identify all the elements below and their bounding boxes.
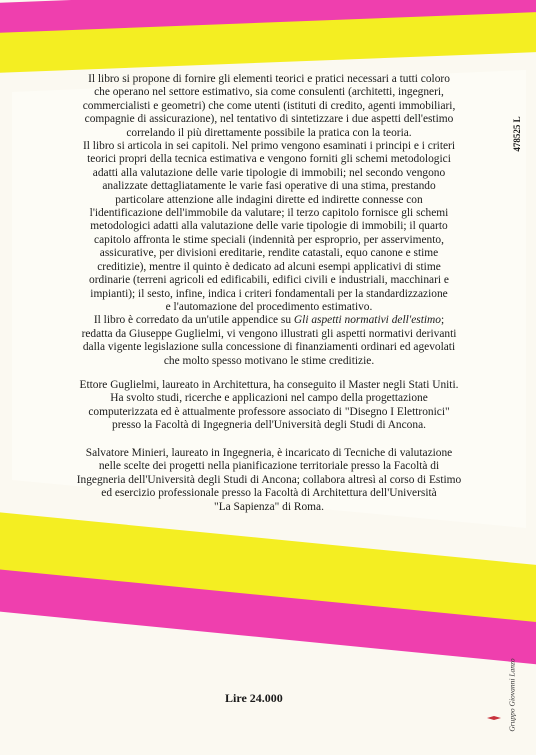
text-line: adatti alla valutazione delle varie tipologie di immobili; nel secondo vengono — [92, 166, 446, 179]
text-line: Il libro si articola in sei capitoli. Nel primo vengono esaminati i principi e i criteri — [83, 140, 455, 153]
text-line: commercialisti e geometri) che come utenti (istituti di credito, agenti immobiliari, — [82, 99, 456, 112]
text-line: ordinarie (terreni agricoli ed edificabili, edifici civili e industriali, macchinari e — [89, 274, 449, 287]
text-line: Ettore Guglielmi, laureato in Architettura, ha conseguito il Master negli Stati Uniti. — [79, 379, 459, 391]
side-code — [510, 99, 524, 169]
text-line: computerizzata ed è attualmente professore associato di "Disegno I Elettronici" — [88, 405, 450, 418]
text-line: l'identificazione dell'immobile da valutare; il terzo capitolo fornisce gli schemi — [89, 207, 449, 220]
text-line: che molto spesso motivano le stime creditizie. — [163, 354, 375, 367]
text-line: correlando il più direttamente possibile la pratica con la teoria. — [126, 126, 412, 139]
text-line: analizzate dettagliatamente le varie fasi operative di una stima, prestando — [102, 180, 436, 193]
text-line: Salvatore Minieri, laureato in Ingegneria, è incaricato di Tecniche di valutazione — [85, 447, 453, 459]
text-line: metodologici adatti alla valutazione delle varie tipologie di immobili; il quarto — [90, 220, 448, 233]
text-line: Il libro è corredato da un'utile appendice su Gli aspetti normativi dell'estimo; — [93, 314, 445, 327]
text-line: particolare attenzione alle indagini dirette ed indirette connesse con — [115, 193, 423, 206]
publisher-name — [502, 645, 522, 745]
text-line: Il libro si propone di fornire gli elementi teorici e pratici necessari a tutti coloro — [88, 73, 450, 85]
text-line: "La Sapienza" di Roma. — [214, 500, 324, 513]
text-line: assicurative, per divisioni ereditarie, rendite catastali, equo canone e stime — [99, 247, 439, 260]
text-line: dalla vigente legislazione sulla concessione di finanziamenti ordinari ed agevolati — [82, 341, 456, 354]
publisher-logo-icon — [486, 713, 502, 723]
text-line: Ingegneria dell'Università degli Studi di Ancona; collabora altresì al corso di Estimo — [76, 473, 462, 486]
text-line: che operano nel settore estimativo, sia come consulenti (architetti, ingegneri, — [94, 86, 444, 99]
text-line: teorici propri della tecnica estimativa e vengono forniti gli schemi metodologici — [87, 153, 451, 166]
appendix-title: Gli aspetti normativi dell'estimo — [293, 314, 441, 327]
text-line: nelle scelte dei progetti nella pianificazione territoriale presso la Facoltà di — [98, 460, 440, 473]
side-code-text: 478525 L — [512, 116, 522, 152]
author-bio-minieri — [30, 447, 508, 514]
price-label: Lire 24.000 — [225, 691, 283, 705]
publisher-name-text: Gruppo Giovanni Lanzo — [507, 658, 517, 732]
text-line: redatta da Giuseppe Guglielmi, vi vengono illustrati gli aspetti normativi derivanti — [81, 327, 457, 340]
author-bio-guglielmi — [30, 379, 508, 433]
text-line: e l'automazione del procedimento estimativo. — [165, 300, 373, 313]
text-line: creditizie), mentre il quinto è dedicato ad alcuni esempi applicativi di stime — [97, 260, 441, 273]
text-line: presso la Facoltà di Ingegneria dell'Università degli Studi di Ancona. — [112, 419, 426, 432]
text-line: capitolo affronta le stime speciali (indennità per esproprio, per asservimento, — [94, 233, 444, 246]
text-line: ed esercizio professionale presso la Facoltà di Architettura dell'Università — [101, 487, 437, 500]
text-line: compagnie di assicurazione), nel tentativo di sintetizzare i due aspetti dell'estimo — [84, 113, 454, 126]
text-line: impianti); il sesto, infine, indica i criteri fondamentali per la standardizzazione — [90, 287, 448, 300]
description-paragraph — [30, 73, 508, 368]
text-line: Ha svolto studi, ricerche e applicazioni nel campo della progettazione — [110, 392, 428, 405]
